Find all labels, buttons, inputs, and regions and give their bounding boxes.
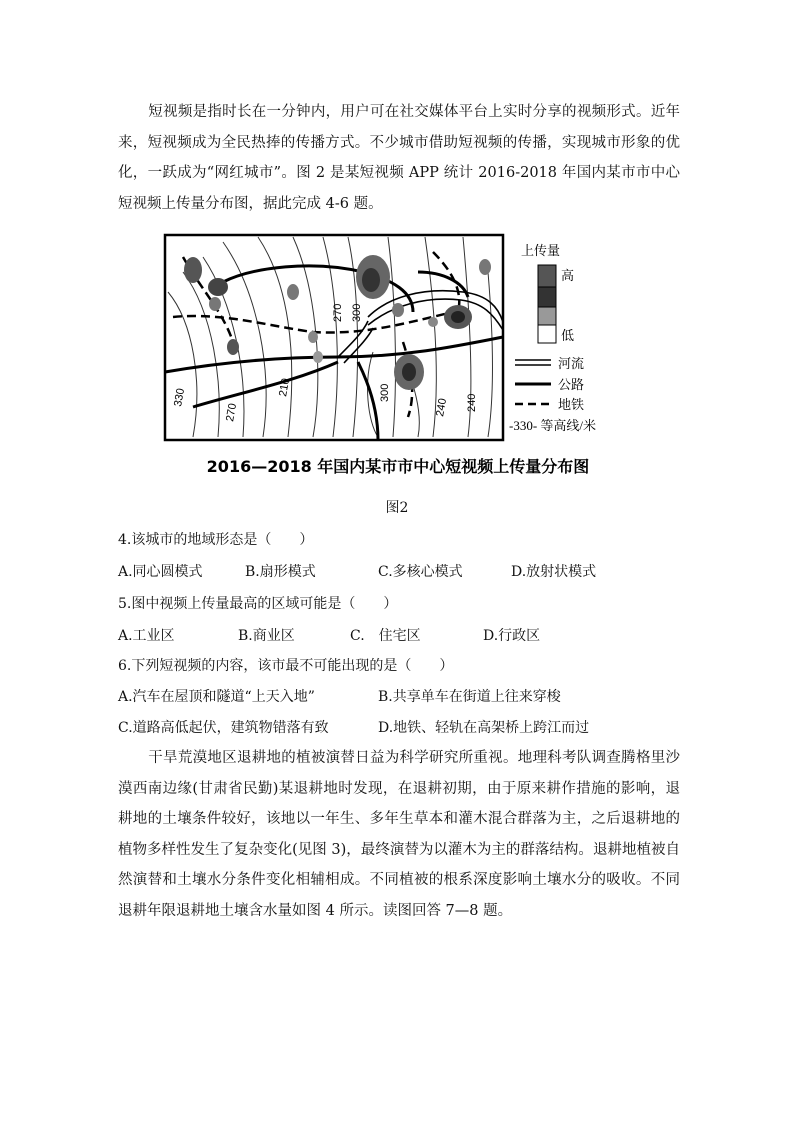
legend-subway: 地铁 bbox=[558, 397, 585, 412]
question-6-option-a[interactable]: A.汽车在屋顶和隧道“上天入地” bbox=[118, 689, 315, 705]
legend-road: 公路 bbox=[558, 377, 585, 392]
legend-river: 河流 bbox=[558, 356, 585, 371]
question-6-option-b[interactable]: B.共享单车在街道上往来穿梭 bbox=[378, 689, 561, 705]
contour-label: 300 bbox=[351, 303, 363, 322]
contour-label: 270 bbox=[224, 402, 240, 423]
upload-distribution-map bbox=[163, 232, 633, 482]
question-5-stem: 5.图中视频上传量最高的区域可能是（ ） bbox=[118, 596, 398, 612]
legend-high: 高 bbox=[561, 268, 575, 283]
contour-label: 270 bbox=[332, 303, 344, 322]
contour-label: 240 bbox=[434, 397, 450, 418]
legend-title: 上传量 bbox=[521, 243, 561, 258]
question-6-option-c[interactable]: C.道路高低起伏，建筑物错落有致 bbox=[118, 720, 329, 736]
question-5-option-d[interactable]: D.行政区 bbox=[483, 628, 541, 644]
intro-paragraph: 短视频是指时长在一分钟内，用户可在社交媒体平台上实时分享的视频形式。近年来，短视频成为全民热捧的传播方式。不少城市借助短视频的传播，实现城市形象的优化，一跃成为“网红城市”。图 2 是某短视频 APP 统计 2016-2018 年国内某市市中心短视频上传量分布图，据此完成 4-6 题。 bbox=[118, 104, 680, 212]
question-5-option-a[interactable]: A.工业区 bbox=[118, 628, 175, 644]
question-4-option-c[interactable]: C.多核心模式 bbox=[378, 564, 463, 580]
legend-low: 低 bbox=[561, 328, 575, 343]
question-5-option-c[interactable]: C. 住宅区 bbox=[350, 628, 421, 644]
contour-label: 300 bbox=[379, 383, 391, 402]
contour-label: 240 bbox=[466, 393, 478, 412]
question-4-option-a[interactable]: A.同心圆模式 bbox=[118, 564, 203, 580]
question-4-option-b[interactable]: B.扇形模式 bbox=[245, 564, 316, 580]
question-5-option-b[interactable]: B.商业区 bbox=[238, 628, 295, 644]
question-6-option-d[interactable]: D.地铁、轻轨在高架桥上跨江而过 bbox=[378, 720, 590, 736]
figure-title: 2016—2018 年国内某市市中心短视频上传量分布图 bbox=[206, 457, 590, 476]
map-legend bbox=[509, 243, 596, 433]
question-6-stem: 6.下列短视频的内容，该市最不可能出现的是（ ） bbox=[118, 658, 454, 674]
legend-contour: -330- 等高线/米 bbox=[509, 418, 597, 433]
second-paragraph: 干旱荒漠地区退耕地的植被演替日益为科学研究所重视。地理科考队调查腾格里沙漠西南边缘(甘肃省民勤)某退耕地时发现，在退耕初期，由于原来耕作措施的影响，退耕地的土壤条件较好，该地以一年生、多年生草本和灌木混合群落为主，之后退耕地的植物多样性发生了复杂变化(见图 3)，最终演替为以灌木为主的群落结构。退耕地植被自然演替和土壤水分条件变化相辅相成。不同植被的根系深度影响土壤水分的吸收。不同退耕年限退耕地土壤含水量如图 4 所示。读图回答 7—8 题。 bbox=[118, 750, 680, 919]
question-4-option-d[interactable]: D.放射状模式 bbox=[511, 564, 597, 580]
figure-caption: 图2 bbox=[385, 500, 409, 516]
contour-label: 210 bbox=[277, 377, 293, 398]
question-4-stem: 4.该城市的地域形态是（ ） bbox=[118, 532, 314, 548]
contour-label: 330 bbox=[172, 387, 188, 408]
